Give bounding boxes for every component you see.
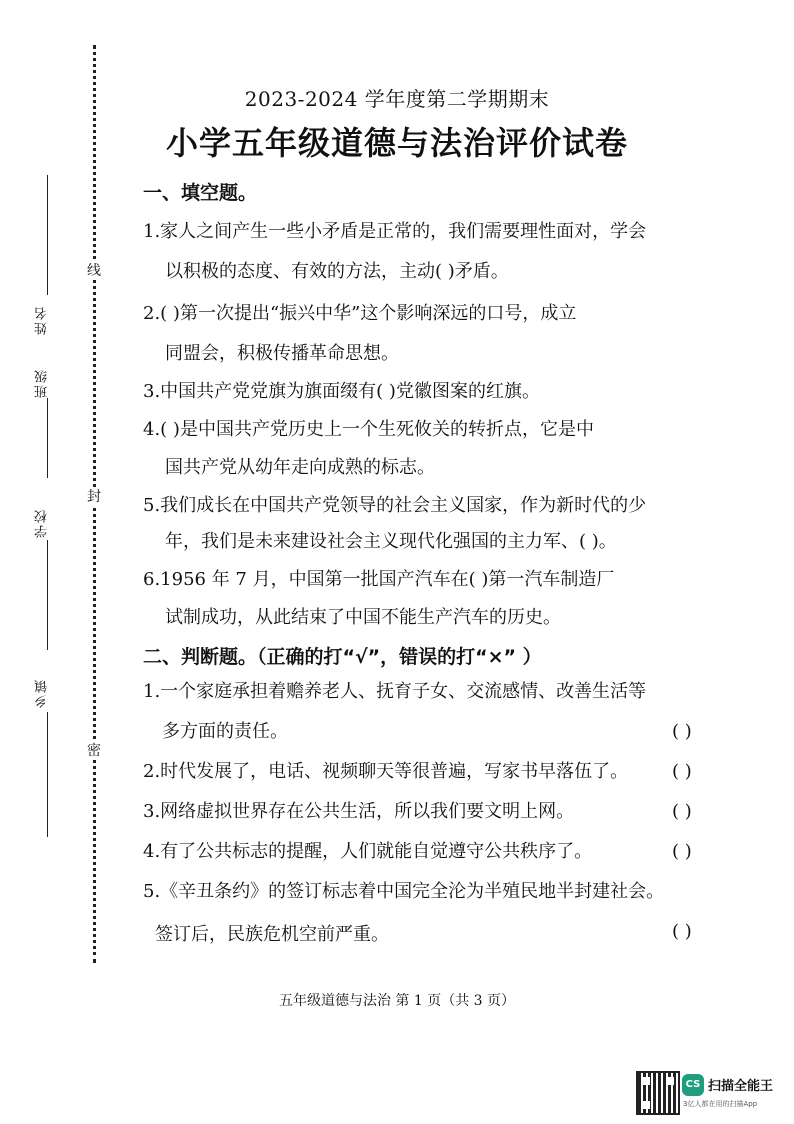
town-field-line[interactable]: [47, 712, 48, 837]
tf2-line1: 2.时代发展了，电话、视频聊天等很普遍，写家书早落伍了。: [143, 761, 629, 782]
exam-term-title: 2023-2024 学年度第二学期期末: [244, 87, 550, 111]
town-field-label: 乡镇: [35, 678, 50, 708]
q6-line1: 6.1956 年 7 月，中国第一批国产汽车在( )第一汽车制造厂: [143, 569, 615, 590]
tf3-answer-box[interactable]: ( ): [672, 801, 692, 822]
q5-line1: 5.我们成长在中国共产党领导的社会主义国家，作为新时代的少: [143, 495, 647, 516]
camscanner-logo-icon: CS: [682, 1074, 704, 1096]
class-field-line[interactable]: [47, 398, 48, 478]
q4-line2: 国共产党从幼年走向成熟的标志。: [165, 457, 435, 478]
name-field-label: 姓名: [35, 305, 50, 335]
page-footer: 五年级道德与法治 第 1 页（共 3 页）: [278, 993, 516, 1009]
school-field-line[interactable]: [47, 540, 48, 650]
scanner-app-tagline: 3亿人都在用的扫描App: [683, 1100, 758, 1108]
q5-line2: 年，我们是未来建设社会主义现代化强国的主力军、( )。: [165, 531, 617, 552]
q4-line1: 4.( )是中国共产党历史上一个生死攸关的转折点，它是中: [143, 419, 594, 440]
binding-char-xian: 线: [87, 263, 101, 279]
q1-line2: 以积极的态度、有效的方法，主动( )矛盾。: [165, 261, 509, 282]
tf5-line2: 签订后，民族危机空前严重。: [155, 924, 389, 945]
binding-char-mi: 密: [87, 743, 101, 759]
class-field-label: 班级: [35, 368, 50, 398]
scanner-app-name: 扫描全能王: [708, 1079, 774, 1094]
q2-line1: 2.( )第一次提出“振兴中华”这个影响深远的口号，成立: [143, 303, 577, 324]
q3-line1: 3.中国共产党党旗为旗面缀有( )党徽图案的红旗。: [143, 381, 540, 402]
tf4-answer-box[interactable]: ( ): [672, 841, 692, 862]
school-field-label: 学校: [35, 508, 50, 538]
exam-title: 小学五年级道德与法治评价试卷: [165, 124, 628, 162]
section-true-false-title: 二、判断题。（正确的打“√”，错误的打“×” ）: [143, 646, 542, 668]
qr-code-icon: [636, 1071, 680, 1115]
tf1-line2: 多方面的责任。: [162, 721, 288, 742]
q1-line1: 1.家人之间产生一些小矛盾是正常的，我们需要理性面对，学会: [143, 221, 647, 242]
tf3-line1: 3.网络虚拟世界存在公共生活，所以我们要文明上网。: [143, 801, 575, 822]
name-field-line[interactable]: [47, 175, 48, 295]
tf5-line1: 5.《辛丑条约》的签订标志着中国完全沦为半殖民地半封建社会。: [143, 881, 665, 902]
tf1-answer-box[interactable]: ( ): [672, 721, 692, 742]
section-fill-blank-title: 一、填空题。: [143, 182, 258, 204]
binding-char-feng: 封: [87, 489, 101, 505]
q6-line2: 试制成功，从此结束了中国不能生产汽车的历史。: [165, 607, 561, 628]
tf2-answer-box[interactable]: ( ): [672, 761, 692, 782]
tf1-line1: 1.一个家庭承担着赡养老人、抚育子女、交流感情、改善生活等: [143, 681, 647, 702]
q2-line2: 同盟会，积极传播革命思想。: [165, 343, 399, 364]
tf5-answer-box[interactable]: ( ): [672, 921, 692, 942]
tf4-line1: 4.有了公共标志的提醒，人们就能自觉遵守公共秩序了。: [143, 841, 593, 862]
